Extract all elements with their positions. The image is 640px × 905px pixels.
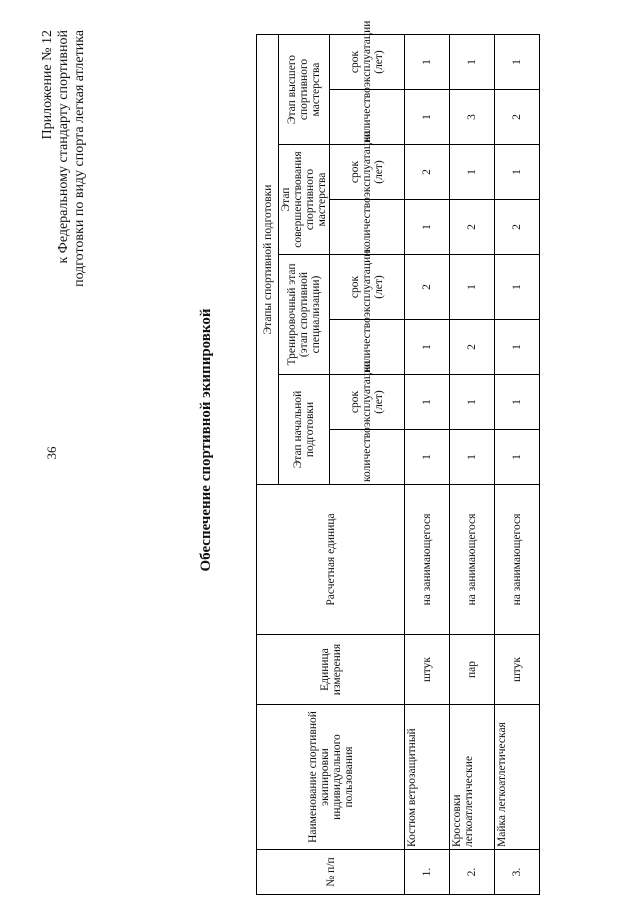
appendix-line-1: Приложение № 12 (40, 30, 55, 140)
cell-value: 1 (450, 255, 495, 320)
cell-value: 2 (495, 200, 540, 255)
row-num: 1. (405, 850, 450, 895)
appendix-header (40, 30, 88, 450)
cell-value: 1 (405, 375, 450, 430)
table-row (495, 35, 540, 895)
cell-value: 1 (450, 145, 495, 200)
row-item-name: Костюм ветрозащитный (405, 705, 450, 850)
row-unit: штук (405, 635, 450, 705)
row-calc-unit: на занимающегося (405, 485, 450, 635)
header-stages: Этапы спортивной подготовки (257, 35, 279, 485)
header-stage-2: Тренировочный этап (этап спортивной специализации) (279, 255, 330, 375)
cell-value: 1 (405, 200, 450, 255)
header-term: срок эксплуатации (лет) (330, 35, 405, 90)
header-qty: количество (330, 320, 405, 375)
cell-value: 1 (405, 35, 450, 90)
row-item-name: Майка легкоатлетическая (495, 705, 540, 850)
cell-value: 2 (405, 255, 450, 320)
document-title: Обеспечение спортивной экипировкой (198, 308, 214, 572)
appendix-line-3: подготовки по виду спорта легкая атлетика (72, 30, 87, 287)
cell-value: 1 (495, 375, 540, 430)
header-term: срок эксплуатации (лет) (330, 145, 405, 200)
cell-value: 1 (405, 320, 450, 375)
cell-value: 1 (450, 35, 495, 90)
row-num: 2. (450, 850, 495, 895)
header-term: срок эксплуатации (лет) (330, 375, 405, 430)
cell-value: 1 (495, 35, 540, 90)
cell-value: 2 (450, 200, 495, 255)
header-stage-4: Этап высшего спортивного мастерства (279, 35, 330, 145)
cell-value: 2 (450, 320, 495, 375)
cell-value: 1 (450, 430, 495, 485)
header-name: Наименование спортивной экипировки индивидуального пользования (257, 705, 405, 850)
equipment-table (256, 20, 540, 895)
header-num: № п/п (257, 850, 405, 895)
appendix-line-2: к Федеральному стандарту спортивной (56, 30, 71, 264)
header-qty: количество (330, 90, 405, 145)
cell-value: 1 (405, 430, 450, 485)
row-calc-unit: на занимающегося (495, 485, 540, 635)
cell-value: 1 (495, 430, 540, 485)
cell-value: 1 (450, 375, 495, 430)
header-stage-3: Этап совершенствования спортивного мастерства (279, 145, 330, 255)
header-unit: Единица измерения (257, 635, 405, 705)
header-qty: количество (330, 430, 405, 485)
table-row (450, 35, 495, 895)
cell-value: 1 (495, 145, 540, 200)
row-unit: пар (450, 635, 495, 705)
cell-value: 2 (405, 145, 450, 200)
cell-value: 3 (450, 90, 495, 145)
page-number: 36 (44, 446, 59, 460)
header-calc: Расчетная единица (257, 485, 405, 635)
header-stage-1: Этап начальной подготовки (279, 375, 330, 485)
row-item-name: Кроссовки легкоатлетические (450, 705, 495, 850)
row-unit: штук (495, 635, 540, 705)
cell-value: 1 (405, 90, 450, 145)
row-num: 3. (495, 850, 540, 895)
table-row (405, 35, 450, 895)
row-calc-unit: на занимающегося (450, 485, 495, 635)
header-qty: количество (330, 200, 405, 255)
header-term: срок эксплуатации (лет) (330, 255, 405, 320)
cell-value: 1 (495, 255, 540, 320)
cell-value: 1 (495, 320, 540, 375)
cell-value: 2 (495, 90, 540, 145)
